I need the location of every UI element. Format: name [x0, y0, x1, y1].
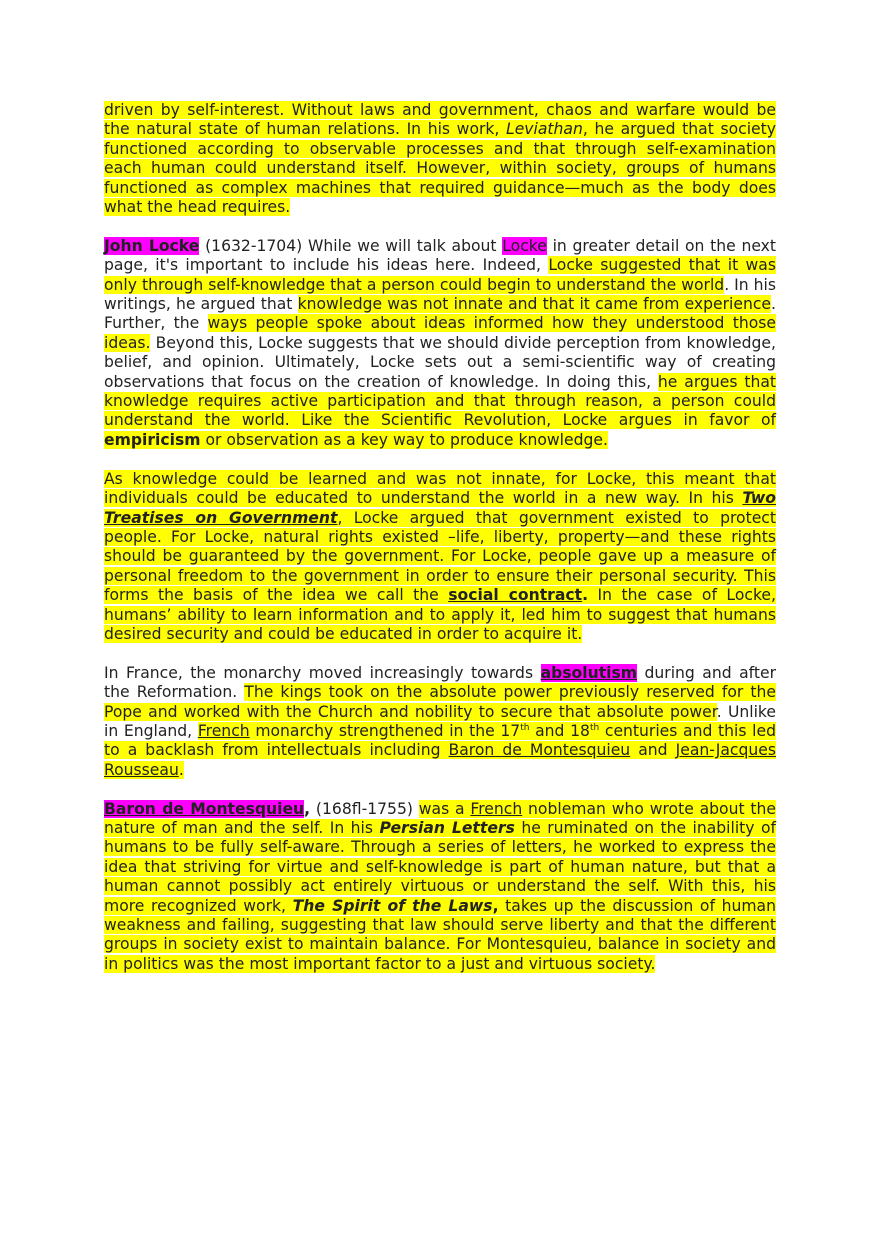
- locke-highlight: Locke: [502, 236, 547, 255]
- paragraph-france: In France, the monarchy moved increasingly towards absolutism during and after the Reformation. The kings took on the absolute power previously reserved for the Pope and worked with the Church and nobility to secure that absolute power. Unlike in England, French monarchy strengthened in the 17th and 18th centuries and this led to a backlash from intellectuals including Baron de Montesquieu and Jean-Jacques Rousseau.: [104, 663, 777, 779]
- paragraph-hobbes: [104, 101, 776, 217]
- social-contract-text: As knowledge could be learned and was not innate, for Locke, this meant that individuals could be educated to understand the world in a new way. In his Two Treatises on Government, Locke argued that government existed to protect people. For Locke, natural rights existed –life, liberty, property—and these rights should be guaranteed by the government. For Locke, people gave up a measure of personal freedom to the government in order to ensure their personal security. This forms the basis of the idea we call the social contract. In the case of Locke, humans’ ability to learn information and to apply it, led him to suggest that humans desired security and could be educated in order to acquire it.: [104, 469, 776, 643]
- french-link: French: [197, 721, 250, 740]
- paragraph-locke: John Locke (1632-1704) While we will talk about Locke in greater detail on the next page, it's important to include his ideas here. Indeed, Locke suggested that it was only through self-knowledge that a person could begin to understand the world. In his writings, he argued that knowledge was not innate and that it came from experience. Further, the ways people spoke about ideas informed how they understood those ideas. Beyond this, Locke suggests that we should divide perception from knowledge, belief, and opinion. Ultimately, Locke sets out a semi-scientific way of creating observations that focus on the creation of knowledge. In doing this, he argues that knowledge requires active participation and that through reason, a person could understand the world. Like the Scientific Revolution, Locke argues in favor of empiricism or observation as a key way to produce knowledge.: [104, 236, 777, 449]
- hobbes-text: driven by self-interest. Without laws and government, chaos and warfare would be the natural state of human relations. In his work, Leviathan, he argued that society functioned according to observable processes and that through self-examination each human could understand itself. However, within society, groups of humans functioned as complex machines that required guidance—much as the body does what the head requires.: [104, 101, 776, 217]
- locke-highlight-2: knowledge was not innate and that it came from experience: [297, 295, 772, 314]
- locke-heading-name: John Locke: [104, 236, 200, 255]
- montesquieu-text: was a French nobleman who wrote about the nature of man and the self. In his Persian Letters he ruminated on the inability of humans to be fully self-aware. Through a series of letters, he worked to express the idea that striving for virtue and self-knowledge is part of human nature, but that a human cannot possibly act entirely virtuous or understand the self. With this, his more recognized work, The Spirit of the Laws, takes up the discussion of human weakness and failing, suggesting that law should serve liberty and that the different groups in society exist to maintain balance. For Montesquieu, balance in society and in politics was the most important factor to a just and virtuous society.: [104, 799, 776, 973]
- french-link-2: French: [470, 799, 523, 818]
- locke-highlight-4: he argues that knowledge requires active participation and that through reason, a person could understand the world. Like the Scientific Revolution, Locke argues in favor of empiricism or observation as a key way to produce knowledge.: [104, 372, 776, 449]
- social-contract-term: social contract: [448, 586, 583, 605]
- persian-letters-title: Persian Letters: [379, 818, 515, 837]
- locke-highlight-1: Locke suggested that it was only through self-knowledge that a person could begin to understand the world: [104, 256, 776, 294]
- paragraph-social-contract: [104, 470, 776, 645]
- rousseau-link: Jean-Jacques Rousseau: [104, 741, 776, 779]
- france-highlight-2: monarchy strengthened in the 17th and 18th centuries and this led to a backlash from intellectuals including Baron de Montesquieu and Jean-Jacques Rousseau.: [104, 721, 776, 779]
- paragraph-montesquieu: Baron de Montesquieu, (168fl-1755) was a French nobleman who wrote about the nature of man and the self. In his Persian Letters he ruminated on the inability of humans to be fully self-aware. Through a series of letters, he worked to express the idea that striving for virtue and self-knowledge is part of human nature, but that a human cannot possibly act entirely virtuous or understand the self. With this, his more recognized work, The Spirit of the Laws, takes up the discussion of human weakness and failing, suggesting that law should serve liberty and that the different groups in society exist to maintain balance. For Montesquieu, balance in society and in politics was the most important factor to a just and virtuous society.: [104, 799, 776, 973]
- document-body: [104, 101, 776, 994]
- locke-highlight-3: ways people spoke about ideas informed how they understood those ideas.: [104, 314, 777, 352]
- montesquieu-link: Baron de Montesquieu: [448, 741, 631, 760]
- spirit-of-laws-title: The Spirit of the Laws: [292, 896, 493, 915]
- leviathan-title: Leviathan: [506, 120, 583, 139]
- france-highlight-1: The kings took on the absolute power previously reserved for the Pope and worked with the Church and nobility to secure that absolute power: [104, 683, 776, 721]
- absolutism-term: absolutism: [540, 663, 638, 682]
- empiricism-term: empiricism: [104, 430, 201, 449]
- two-treatises-title: Two Treatises on Government: [104, 489, 776, 527]
- montesquieu-heading-name: Baron de Montesquieu: [104, 799, 305, 818]
